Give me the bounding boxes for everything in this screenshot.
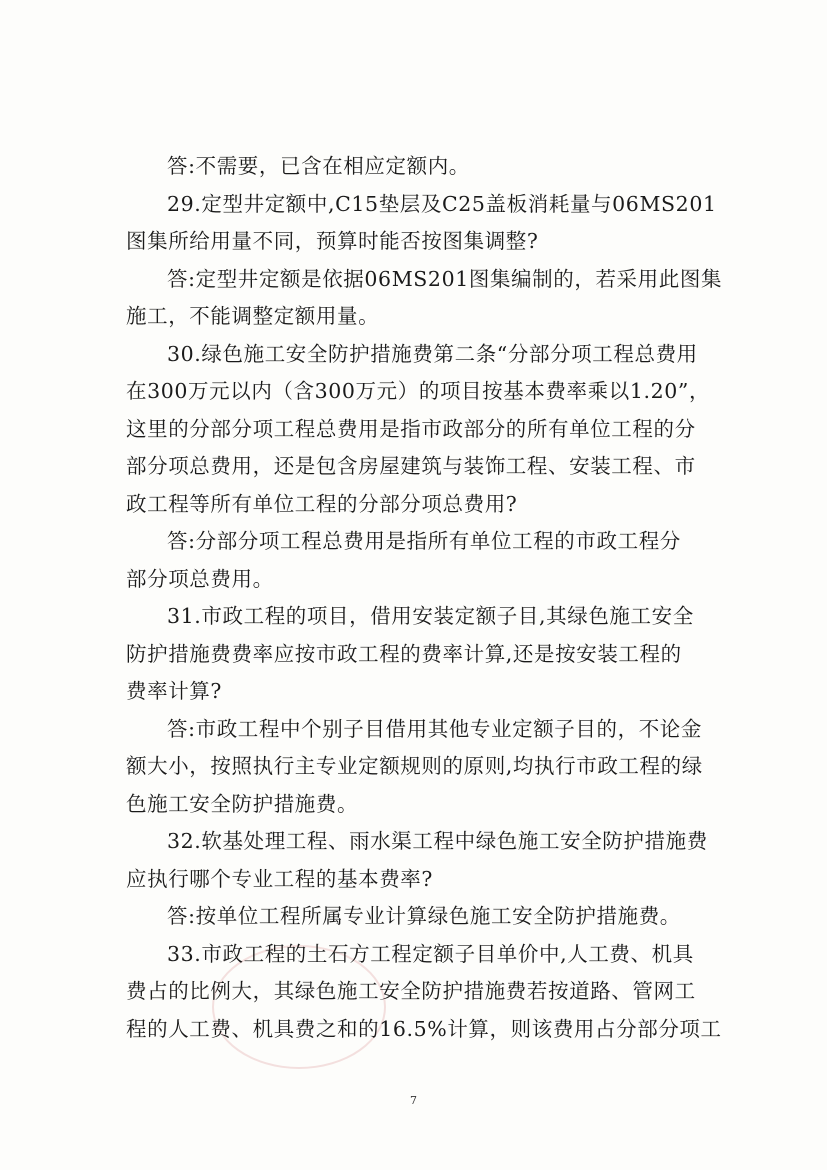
text-line: 费率计算? <box>126 679 222 703</box>
text-line: 应执行哪个专业工程的基本费率? <box>126 866 433 891</box>
text-line: 部分项总费用，还是包含房屋建筑与装饰工程、安装工程、市 <box>126 454 696 478</box>
text-line: 答:分部分项工程总费用是指所有单位工程的市政工程分 <box>167 529 681 553</box>
text-line: 33.市政工程的土石方工程定额子目单价中,人工费、机具 <box>167 941 694 966</box>
text-line: 答:不需要，已含在相应定额内。 <box>167 154 470 178</box>
text-line: 政工程等所有单位工程的分部分项总费用? <box>126 491 518 516</box>
text-line: 答:按单位工程所属专业计算绿色施工安全防护措施费。 <box>167 904 681 928</box>
text-line: 这里的分部分项工程总费用是指市政部分的所有单位工程的分 <box>126 416 696 441</box>
text-line: 施工，不能调整定额用量。 <box>126 304 380 328</box>
text-line: 费占的比例大，其绿色施工安全防护措施费若按道路、管网工 <box>126 979 696 1003</box>
text-line: 防护措施费费率应按市政工程的费率计算,还是按安装工程的 <box>126 641 682 666</box>
text-line: 图集所给用量不同，预算时能否按图集调整? <box>126 229 539 253</box>
text-line: 答:定型井定额是依据06MS201图集编制的，若采用此图集 <box>167 266 723 291</box>
document-body <box>126 148 732 1048</box>
text-line: 32.软基处理工程、雨水渠工程中绿色施工安全防护措施费 <box>167 829 708 853</box>
text-line: 在300万元以内（含300万元）的项目按基本费率乘以1.20”， <box>126 379 711 403</box>
page-number: 7 <box>410 1094 417 1107</box>
text-line: 程的人工费、机具费之和的16.5%计算，则该费用占分部分项工 <box>126 1016 722 1041</box>
text-line: 31.市政工程的项目，借用安装定额子目,其绿色施工安全 <box>167 604 694 628</box>
text-line: 色施工安全防护措施费。 <box>126 791 359 816</box>
text-line: 29.定型井定额中,C15垫层及C25盖板消耗量与06MS201 <box>167 191 717 216</box>
text-line: 部分项总费用。 <box>126 566 274 591</box>
text-line: 30.绿色施工安全防护措施费第二条“分部分项工程总费用 <box>167 341 698 366</box>
text-line: 额大小，按照执行主专业定额规则的原则,均执行市政工程的绿 <box>126 754 703 778</box>
text-line: 答:市政工程中个别子目借用其他专业定额子目的，不论金 <box>167 716 703 741</box>
